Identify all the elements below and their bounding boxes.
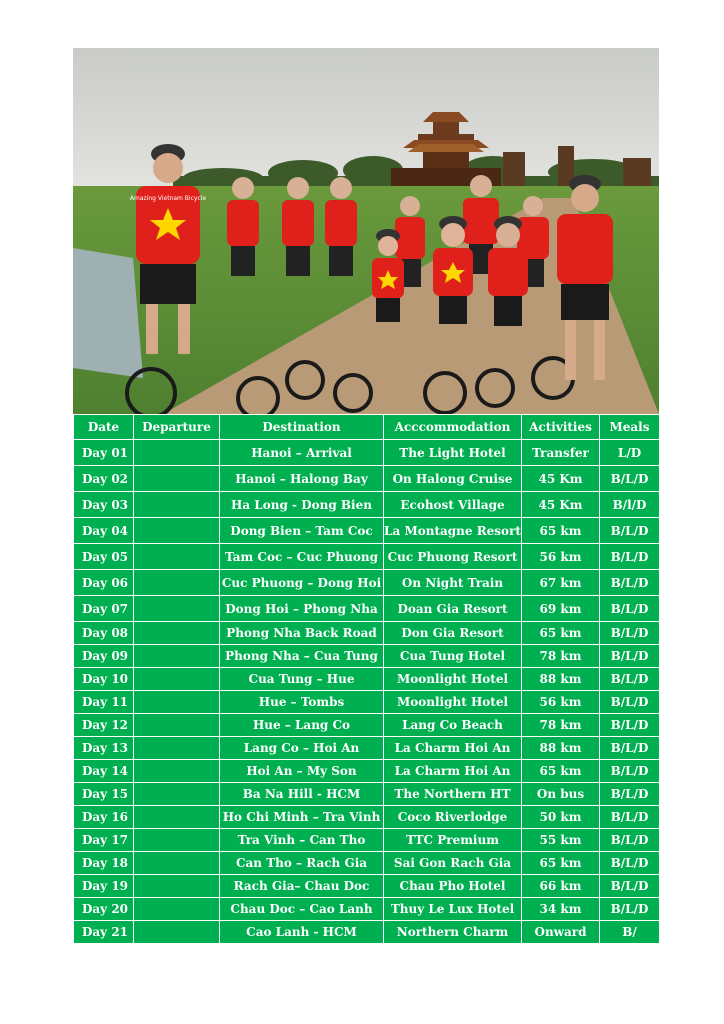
cell-departure (134, 570, 220, 596)
cell-departure (134, 492, 220, 518)
cell-activities: 65 km (522, 518, 600, 544)
cell-departure (134, 760, 220, 783)
table-row (74, 518, 660, 544)
cell-accommodation: The Northern HT (384, 783, 522, 806)
cell-meals: B/L/D (600, 783, 660, 806)
cell-departure (134, 714, 220, 737)
cell-destination: Ba Na Hill - HCM (220, 783, 384, 806)
cell-meals: B/L/D (600, 806, 660, 829)
cell-activities: 50 km (522, 806, 600, 829)
table-row (74, 737, 660, 760)
cell-activities: 88 km (522, 737, 600, 760)
cell-destination: Ho Chi Minh – Tra Vinh (220, 806, 384, 829)
cell-date: Day 07 (74, 596, 134, 622)
cell-destination: Rach Gia– Chau Doc (220, 875, 384, 898)
cell-departure (134, 668, 220, 691)
cell-date: Day 12 (74, 714, 134, 737)
cell-destination: Tam Coc – Cuc Phuong (220, 544, 384, 570)
table-row (74, 921, 660, 944)
cell-activities: 45 Km (522, 466, 600, 492)
table-row (74, 898, 660, 921)
canal-water (73, 248, 143, 378)
cell-date: Day 21 (74, 921, 134, 944)
cell-departure (134, 645, 220, 668)
cell-accommodation: Lang Co Beach (384, 714, 522, 737)
table-body (74, 440, 660, 944)
cell-departure (134, 596, 220, 622)
cell-destination: Lang Co – Hoi An (220, 737, 384, 760)
cell-destination: Cua Tung – Hue (220, 668, 384, 691)
cell-departure (134, 921, 220, 944)
cell-departure (134, 691, 220, 714)
cell-meals: B/L/D (600, 829, 660, 852)
cell-accommodation: La Montagne Resort (384, 518, 522, 544)
table-row (74, 570, 660, 596)
cell-accommodation: On Halong Cruise (384, 466, 522, 492)
cell-departure (134, 898, 220, 921)
cell-meals: B/L/D (600, 852, 660, 875)
cell-departure (134, 466, 220, 492)
cell-date: Day 06 (74, 570, 134, 596)
cell-date: Day 03 (74, 492, 134, 518)
cell-accommodation: Moonlight Hotel (384, 668, 522, 691)
table-row (74, 645, 660, 668)
cell-meals: L/D (600, 440, 660, 466)
cell-destination: Cuc Phuong – Dong Hoi (220, 570, 384, 596)
cell-destination: Dong Hoi – Phong Nha (220, 596, 384, 622)
cell-departure (134, 783, 220, 806)
cell-destination: Phong Nha Back Road (220, 622, 384, 645)
cell-accommodation: Northern Charm (384, 921, 522, 944)
cell-accommodation: Moonlight Hotel (384, 691, 522, 714)
cell-departure (134, 440, 220, 466)
cell-destination: Phong Nha – Cua Tung (220, 645, 384, 668)
table-row (74, 466, 660, 492)
cell-destination: Cao Lanh - HCM (220, 921, 384, 944)
table-header-row (74, 415, 660, 440)
cell-date: Day 09 (74, 645, 134, 668)
table-row (74, 596, 660, 622)
cell-activities: 45 Km (522, 492, 600, 518)
cell-departure (134, 518, 220, 544)
cell-destination: Ha Long - Dong Bien (220, 492, 384, 518)
cell-date: Day 04 (74, 518, 134, 544)
cell-activities: 66 km (522, 875, 600, 898)
cell-departure (134, 875, 220, 898)
cell-meals: B/L/D (600, 596, 660, 622)
table-row (74, 544, 660, 570)
cell-date: Day 19 (74, 875, 134, 898)
cell-departure (134, 622, 220, 645)
cell-activities: 65 km (522, 622, 600, 645)
cell-accommodation: La Charm Hoi An (384, 737, 522, 760)
cell-activities: 78 km (522, 645, 600, 668)
cell-date: Day 01 (74, 440, 134, 466)
cell-destination: Tra Vinh – Can Tho (220, 829, 384, 852)
table-row (74, 783, 660, 806)
cell-destination: Hanoi – Arrival (220, 440, 384, 466)
cell-meals: B/L/D (600, 691, 660, 714)
cell-meals: B/L/D (600, 466, 660, 492)
cell-destination: Chau Doc – Cao Lanh (220, 898, 384, 921)
cell-meals: B/L/D (600, 875, 660, 898)
cell-departure (134, 829, 220, 852)
cell-activities: 69 km (522, 596, 600, 622)
table-row (74, 668, 660, 691)
cell-accommodation: Don Gia Resort (384, 622, 522, 645)
cell-accommodation: La Charm Hoi An (384, 760, 522, 783)
cell-destination: Dong Bien – Tam Coc (220, 518, 384, 544)
cell-departure (134, 806, 220, 829)
cell-activities: Onward (522, 921, 600, 944)
cell-activities: On bus (522, 783, 600, 806)
table-row (74, 875, 660, 898)
cell-activities: 55 km (522, 829, 600, 852)
cell-date: Day 14 (74, 760, 134, 783)
photo-illustration (73, 48, 659, 414)
cell-meals: B/L/D (600, 898, 660, 921)
header-accommodation: Acccommodation (384, 415, 522, 440)
header-destination: Destination (220, 415, 384, 440)
cell-meals: B/L/D (600, 760, 660, 783)
cell-date: Day 11 (74, 691, 134, 714)
table-row (74, 806, 660, 829)
table-row (74, 714, 660, 737)
cell-accommodation: The Light Hotel (384, 440, 522, 466)
cell-activities: 88 km (522, 668, 600, 691)
header-date: Date (74, 415, 134, 440)
cell-meals: B/L/D (600, 737, 660, 760)
cell-date: Day 13 (74, 737, 134, 760)
cell-date: Day 15 (74, 783, 134, 806)
cell-activities: 78 km (522, 714, 600, 737)
cell-destination: Can Tho – Rach Gia (220, 852, 384, 875)
table-row (74, 622, 660, 645)
table-row (74, 852, 660, 875)
cell-accommodation: Coco Riverlodge (384, 806, 522, 829)
header-activities: Activities (522, 415, 600, 440)
cell-activities: 56 km (522, 544, 600, 570)
cell-date: Day 18 (74, 852, 134, 875)
table-row (74, 492, 660, 518)
header-meals: Meals (600, 415, 660, 440)
table-row (74, 829, 660, 852)
cell-activities: 65 km (522, 852, 600, 875)
cell-meals: B/L/D (600, 668, 660, 691)
cell-meals: B/l/D (600, 492, 660, 518)
cell-accommodation: Ecohost Village (384, 492, 522, 518)
cell-accommodation: Cuc Phuong Resort (384, 544, 522, 570)
cell-accommodation: Doan Gia Resort (384, 596, 522, 622)
cell-activities: 67 km (522, 570, 600, 596)
cell-destination: Hue – Lang Co (220, 714, 384, 737)
itinerary-table (73, 414, 660, 944)
cell-accommodation: Sai Gon Rach Gia (384, 852, 522, 875)
cell-meals: B/L/D (600, 622, 660, 645)
table-row (74, 440, 660, 466)
cell-date: Day 10 (74, 668, 134, 691)
cell-accommodation: TTC Premium (384, 829, 522, 852)
cell-activities: 65 km (522, 760, 600, 783)
cell-date: Day 20 (74, 898, 134, 921)
cell-date: Day 02 (74, 466, 134, 492)
table-row (74, 691, 660, 714)
cell-destination: Hue – Tombs (220, 691, 384, 714)
header-departure: Departure (134, 415, 220, 440)
cell-activities: 34 km (522, 898, 600, 921)
cell-departure (134, 852, 220, 875)
cell-accommodation: On Night Train (384, 570, 522, 596)
group-cycling-photo (73, 48, 659, 414)
cell-date: Day 17 (74, 829, 134, 852)
cell-meals: B/ (600, 921, 660, 944)
cell-accommodation: Thuy Le Lux Hotel (384, 898, 522, 921)
cell-accommodation: Chau Pho Hotel (384, 875, 522, 898)
cell-meals: B/L/D (600, 518, 660, 544)
cell-meals: B/L/D (600, 645, 660, 668)
cell-date: Day 08 (74, 622, 134, 645)
cell-meals: B/L/D (600, 570, 660, 596)
cell-departure (134, 544, 220, 570)
cell-destination: Hoi An – My Son (220, 760, 384, 783)
cell-activities: Transfer (522, 440, 600, 466)
table-row (74, 760, 660, 783)
cell-meals: B/L/D (600, 714, 660, 737)
cell-destination: Hanoi – Halong Bay (220, 466, 384, 492)
cell-departure (134, 737, 220, 760)
svg-text:Amazing Vietnam Bicycle: Amazing Vietnam Bicycle (129, 195, 207, 202)
cell-date: Day 16 (74, 806, 134, 829)
cell-activities: 56 km (522, 691, 600, 714)
cell-meals: B/L/D (600, 544, 660, 570)
cell-accommodation: Cua Tung Hotel (384, 645, 522, 668)
cell-date: Day 05 (74, 544, 134, 570)
